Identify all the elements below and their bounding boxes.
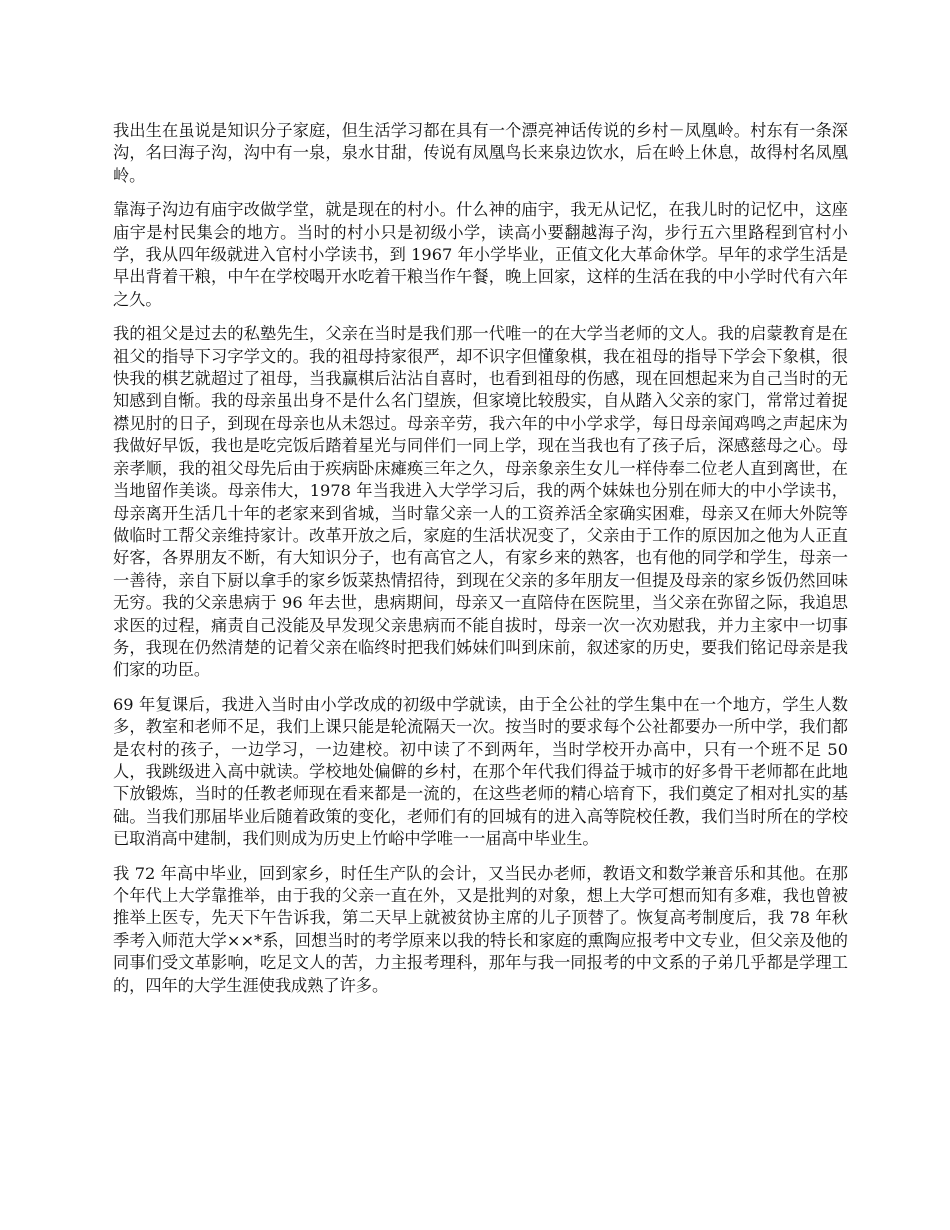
document-page [113,120,848,1009]
paragraph-birthplace: 我出生在虽说是知识分子家庭，但生活学习都在具有一个漂亮神话传说的乡村－凤凰岭。村东有一条深沟，名曰海子沟，沟中有一泉，泉水甘甜，传说有凤凰鸟长来泉边饮水，后在岭上休息，故得村名凤凰岭。 [113,121,848,185]
paragraph-middle-school: 69 年复课后，我进入当时由小学改成的初级中学就读，由于全公社的学生集中在一个地方，学生人数多，教室和老师不足，我们上课只能是轮流隔天一次。按当时的要求每个公社都要办一所中学，我们都是农村的孩子，一边学习，一边建校。初中读了不到两年，当时学校开办高中，只有一个班不足 50 人，我跳级进入高中就读。学校地处偏僻的乡村，在那个年代我们得益于城市的好多骨干老师都在此地下放锻炼，当时的任教老师现在看来都是一流的，在这些老师的精心培育下，我们奠定了相对扎实的基础。当我们那届毕业后随着政策的变化，老师们有的回城有的进入高等院校任教，我们当时所在的学校已取消高中建制，我们则成为历史上竹峪中学唯一一届高中毕业生。 [113,694,848,849]
paragraph-family: 我的祖父是过去的私塾先生，父亲在当时是我们那一代唯一的在大学当老师的文人。我的启蒙教育是在祖父的指导下习字学文的。我的祖母持家很严，却不识字但懂象棋，我在祖母的指导下学会下象棋，很快我的棋艺就超过了祖母，当我赢棋后沾沾自喜时，也看到祖母的伤感，现在回想起来为自己当时的无知感到自惭。我的母亲虽出身不是什么名门望族，但家境比较殷实，自从踏入父亲的家门，常常过着捉襟见肘的日子，到现在母亲也从未怨过。母亲辛劳，我六年的中小学求学，每日母亲闻鸡鸣之声起床为我做好早饭，我也是吃完饭后踏着星光与同伴们一同上学，现在当我也有了孩子后，深感慈母之心。母亲孝顺，我的祖父母先后由于疾病卧床瘫痪三年之久，母亲象亲生女儿一样侍奉二位老人直到离世，在当地留作美谈。母亲伟大，1978 年当我进入大学学习后，我的两个妹妹也分别在师大的中小学读书，母亲离开生活几十年的老家来到省城，当时靠父亲一人的工资养活全家确实困难，母亲又在师大外院等做临时工帮父亲维持家计。改革开放之后，家庭的生活状况变了，父亲由于工作的原因加之他为人正直好客，各界朋友不断，有大知识分子，也有高官之人，有家乡来的熟客，也有他的同学和学生，母亲一一善待，亲自下厨以拿手的家乡饭菜热情招待，到现在父亲的多年朋友一但提及母亲的家乡饭仍然回味无穷。我的父亲患病于 96 年去世，患病期间，母亲又一直陪侍在医院里，当父亲在弥留之际，我追思求医的过程，痛责自己没能及早发现父亲患病而不能自拔时，母亲一次一次劝慰我，并力主家中一切事务，我现在仍然清楚的记着父亲在临终时把我们姊妹们叫到床前，叙述家的历史，要我们铭记母亲是我们家的功臣。 [113,324,848,680]
paragraph-village-school: 靠海子沟边有庙宇改做学堂，就是现在的村小。什么神的庙宇，我无从记忆，在我儿时的记忆中，这座庙宇是村民集会的地方。当时的村小只是初级小学，读高小要翻越海子沟，步行五六里路程到官村小学，我从四年级就进入官村小学读书，到 1967 年小学毕业，正值文化大革命休学。早年的求学生活是早出背着干粮，中午在学校喝开水吃着干粮当作午餐，晚上回家，这样的生活在我的中小学时代有六年之久。 [113,200,848,309]
paragraph-university: 我 72 年高中毕业，回到家乡，时任生产队的会计，又当民办老师，教语文和数学兼音乐和其他。在那个年代上大学靠推举，由于我的父亲一直在外，又是批判的对象，想上大学可想而知有多难，我也曾被推举上医专，先天下午告诉我，第二天早上就被贫协主席的儿子顶替了。恢复高考制度后，我 78 年秋季考入师范大学××*系，回想当时的考学原来以我的特长和家庭的熏陶应报考中文专业，但父亲及他的同事们受文革影响，吃足文人的苦，力主报考理科，那年与我一同报考的中文系的子弟几乎都是学理工的，四年的大学生涯使我成熟了许多。 [113,863,848,995]
